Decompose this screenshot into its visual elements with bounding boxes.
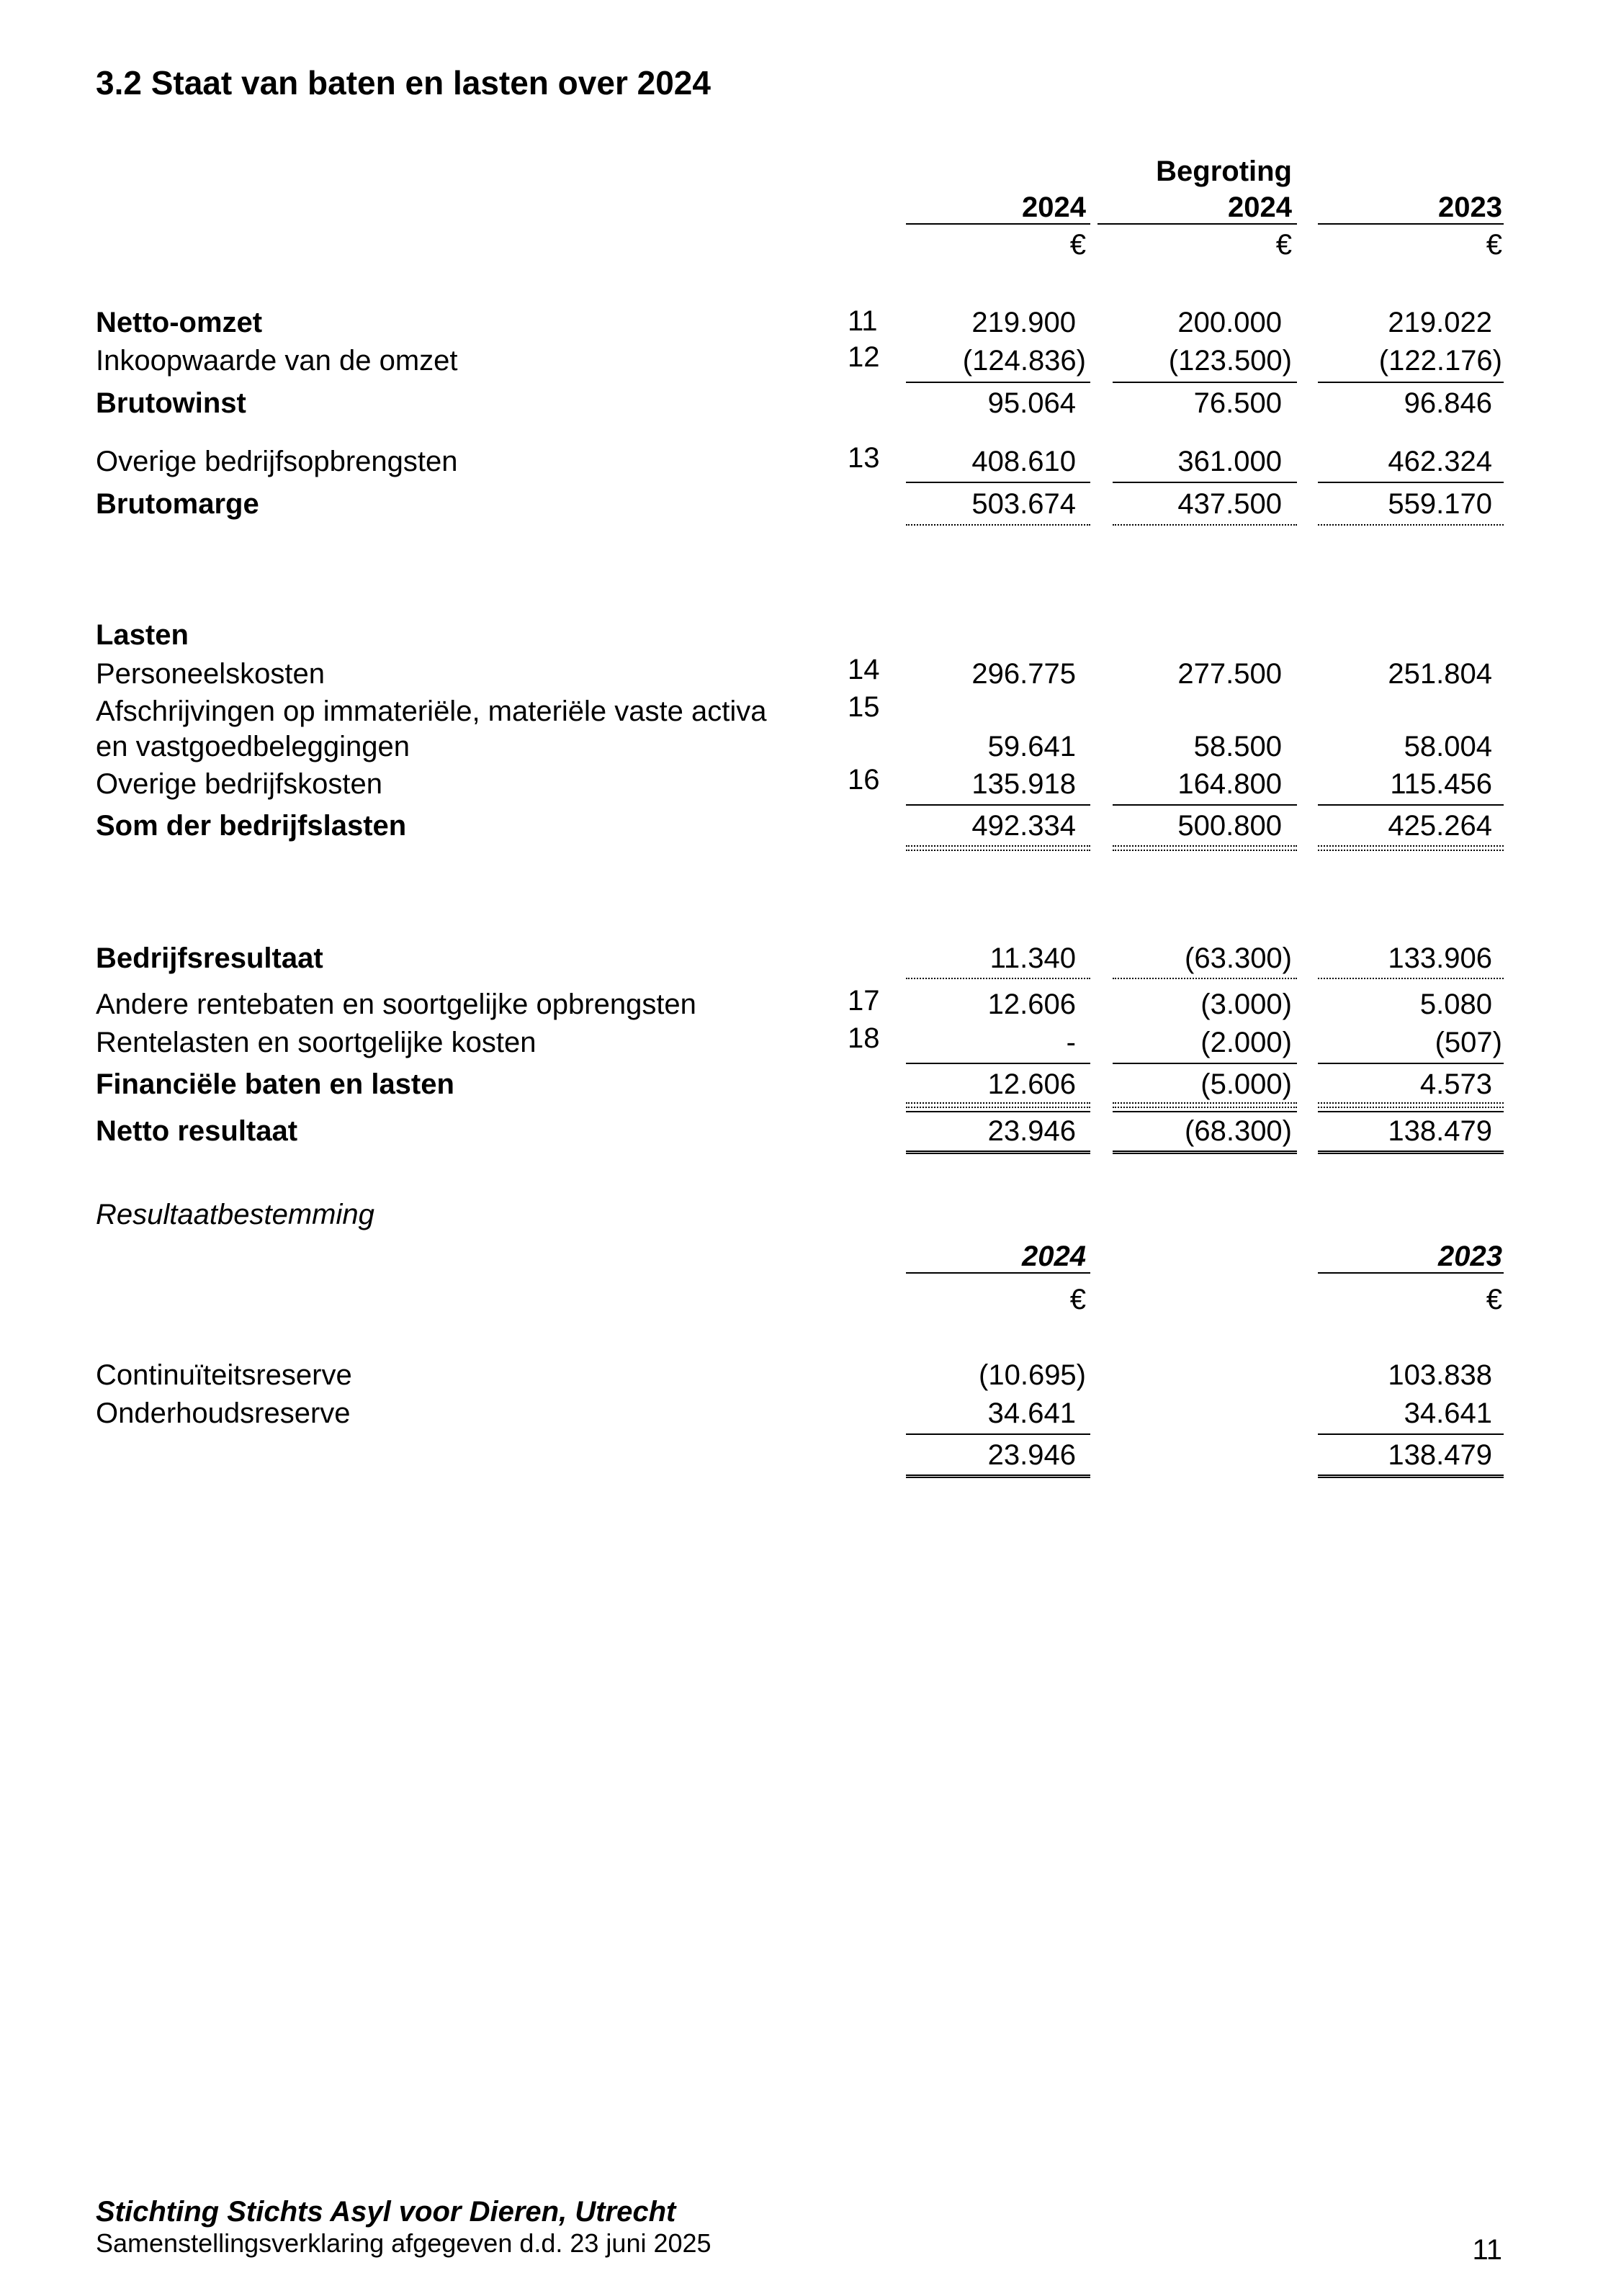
header-col-begroting-2024: 2024 bbox=[1228, 192, 1292, 223]
dotted-rule-bedrijfsresultaat-1 bbox=[906, 978, 1090, 979]
row-label-rentebaten: Andere rentebaten en soortgelijke opbrengsten bbox=[96, 989, 696, 1020]
currency-col-1: € bbox=[1069, 229, 1086, 261]
value-rentelasten-2024: - bbox=[1066, 1027, 1076, 1058]
note-ref-18: 18 bbox=[848, 1022, 880, 1054]
rule-brutowinst-2 bbox=[1113, 382, 1297, 383]
double-rule-netto-resultaat-1 bbox=[906, 1151, 1090, 1154]
rule-som-lasten-3 bbox=[1318, 804, 1504, 806]
row-label-financiele: Financiële baten en lasten bbox=[96, 1068, 454, 1100]
rule-resultaat-totaal-3 bbox=[1318, 1433, 1504, 1435]
dotted-rule-financiele-1a bbox=[906, 1102, 1090, 1104]
row-label-brutowinst: Brutowinst bbox=[96, 387, 246, 419]
note-ref-13: 13 bbox=[848, 442, 880, 474]
row-label-bedrijfsresultaat: Bedrijfsresultaat bbox=[96, 942, 323, 974]
value-brutomarge-2024: 503.674 bbox=[971, 488, 1076, 520]
row-label-onderhoudsreserve: Onderhoudsreserve bbox=[96, 1397, 351, 1429]
value-netto-resultaat-2023: 138.479 bbox=[1388, 1115, 1492, 1147]
header-col-2024: 2024 bbox=[1022, 192, 1086, 223]
dotted-rule-financiele-3b bbox=[1318, 1107, 1504, 1108]
value-som-lasten-2023: 425.264 bbox=[1388, 810, 1492, 842]
row-label-continuiteitsreserve: Continuïteitsreserve bbox=[96, 1359, 352, 1391]
value-brutowinst-begroting: 76.500 bbox=[1193, 387, 1282, 419]
double-rule-resultaat-totaal-3 bbox=[1318, 1475, 1504, 1478]
value-brutomarge-begroting: 437.500 bbox=[1177, 488, 1282, 520]
dotted-rule-som-lasten-3b bbox=[1318, 850, 1504, 851]
row-label-som-lasten: Som der bedrijfslasten bbox=[96, 810, 407, 842]
double-rule-netto-resultaat-2 bbox=[1113, 1151, 1297, 1154]
value-netto-resultaat-2024: 23.946 bbox=[987, 1115, 1076, 1147]
dotted-rule-bedrijfsresultaat-2 bbox=[1113, 978, 1297, 979]
dotted-rule-financiele-1b bbox=[906, 1107, 1090, 1108]
note-ref-12: 12 bbox=[848, 341, 880, 373]
value-rentebaten-2024: 12.606 bbox=[987, 989, 1076, 1020]
note-ref-11: 11 bbox=[848, 305, 878, 337]
row-label-personeelskosten: Personeelskosten bbox=[96, 658, 325, 690]
value-overige-kosten-begroting: 164.800 bbox=[1177, 768, 1282, 800]
footer-organisation: Stichting Stichts Asyl voor Dieren, Utrecht bbox=[96, 2196, 676, 2228]
dotted-rule-som-lasten-2a bbox=[1113, 845, 1297, 847]
footer-subtitle: Samenstellingsverklaring afgegeven d.d. 23 juni 2025 bbox=[96, 2228, 712, 2258]
value-continuiteitsreserve-2023: 103.838 bbox=[1388, 1359, 1492, 1391]
value-personeelskosten-2024: 296.775 bbox=[971, 658, 1076, 690]
rule-financiele-2 bbox=[1113, 1063, 1297, 1064]
row-label-netto-omzet: Netto-omzet bbox=[96, 307, 263, 338]
value-financiele-2024: 12.606 bbox=[987, 1068, 1076, 1100]
rule-brutomarge-3 bbox=[1318, 482, 1504, 483]
value-personeelskosten-2023: 251.804 bbox=[1388, 658, 1492, 690]
page-title: 3.2 Staat van baten en lasten over 2024 bbox=[96, 64, 711, 102]
value-inkoopwaarde-begroting: (123.500) bbox=[1168, 345, 1292, 377]
header-col-2023: 2023 bbox=[1438, 192, 1502, 223]
value-rentelasten-begroting: (2.000) bbox=[1200, 1027, 1292, 1058]
note-ref-15: 15 bbox=[848, 691, 880, 723]
header-rule-1 bbox=[906, 223, 1090, 225]
dotted-rule-financiele-2a bbox=[1113, 1102, 1297, 1104]
row-label-overige-opbrengsten: Overige bedrijfsopbrengsten bbox=[96, 446, 458, 477]
value-bedrijfsresultaat-2023: 133.906 bbox=[1388, 942, 1492, 974]
value-financiele-2023: 4.573 bbox=[1419, 1068, 1492, 1100]
resultaat-header-rule-3 bbox=[1318, 1272, 1504, 1274]
dotted-rule-brutomarge-1 bbox=[906, 524, 1090, 526]
rule-financiele-1 bbox=[906, 1063, 1090, 1064]
rule-som-lasten-1 bbox=[906, 804, 1090, 806]
value-rentelasten-2023: (507) bbox=[1435, 1027, 1502, 1058]
row-label-inkoopwaarde: Inkoopwaarde van de omzet bbox=[96, 345, 458, 377]
value-overige-kosten-2023: 115.456 bbox=[1390, 768, 1492, 800]
dotted-rule-brutomarge-3 bbox=[1318, 524, 1504, 526]
rule-brutowinst-3 bbox=[1318, 382, 1504, 383]
value-som-lasten-begroting: 500.800 bbox=[1177, 810, 1282, 842]
rule-brutomarge-2 bbox=[1113, 482, 1297, 483]
rule-netto-resultaat-1 bbox=[906, 1111, 1090, 1112]
value-resultaat-totaal-2023: 138.479 bbox=[1388, 1439, 1492, 1471]
value-afschrijvingen-2023: 58.004 bbox=[1404, 731, 1492, 762]
dotted-rule-som-lasten-2b bbox=[1113, 850, 1297, 851]
dotted-rule-som-lasten-3a bbox=[1318, 845, 1504, 847]
value-rentebaten-2023: 5.080 bbox=[1419, 989, 1492, 1020]
row-label-afschrijvingen-line2: en vastgoedbeleggingen bbox=[96, 731, 410, 762]
value-financiele-begroting: (5.000) bbox=[1200, 1068, 1292, 1100]
page-number: 11 bbox=[1472, 2234, 1502, 2266]
value-overige-opbrengsten-begroting: 361.000 bbox=[1177, 446, 1282, 477]
rule-som-lasten-2 bbox=[1113, 804, 1297, 806]
value-inkoopwaarde-2024: (124.836) bbox=[962, 345, 1086, 377]
value-bedrijfsresultaat-2024: 11.340 bbox=[989, 942, 1076, 974]
value-personeelskosten-begroting: 277.500 bbox=[1177, 658, 1282, 690]
value-overige-kosten-2024: 135.918 bbox=[971, 768, 1076, 800]
dotted-rule-financiele-2b bbox=[1113, 1107, 1297, 1108]
value-brutowinst-2023: 96.846 bbox=[1404, 387, 1492, 419]
rule-brutomarge-1 bbox=[906, 482, 1090, 483]
row-label-afschrijvingen-line1: Afschrijvingen op immateriële, materiële vaste activa bbox=[96, 695, 767, 727]
value-brutowinst-2024: 95.064 bbox=[987, 387, 1076, 419]
resultaat-header-2024: 2024 bbox=[1022, 1241, 1086, 1272]
dotted-rule-bedrijfsresultaat-3 bbox=[1318, 978, 1504, 979]
resultaat-header-2023: 2023 bbox=[1438, 1241, 1502, 1272]
header-begroting-label: Begroting bbox=[1156, 156, 1292, 187]
rule-netto-resultaat-3 bbox=[1318, 1111, 1504, 1112]
value-netto-omzet-2024: 219.900 bbox=[971, 307, 1076, 338]
row-label-brutomarge: Brutomarge bbox=[96, 488, 259, 520]
currency-col-2: € bbox=[1275, 229, 1292, 261]
section-heading-lasten: Lasten bbox=[96, 619, 189, 651]
value-inkoopwaarde-2023: (122.176) bbox=[1378, 345, 1502, 377]
rule-resultaat-totaal-1 bbox=[906, 1433, 1090, 1435]
value-afschrijvingen-2024: 59.641 bbox=[987, 731, 1076, 762]
value-rentebaten-begroting: (3.000) bbox=[1200, 989, 1292, 1020]
value-netto-omzet-2023: 219.022 bbox=[1388, 307, 1492, 338]
value-netto-omzet-begroting: 200.000 bbox=[1177, 307, 1282, 338]
rule-financiele-3 bbox=[1318, 1063, 1504, 1064]
value-resultaat-totaal-2024: 23.946 bbox=[987, 1439, 1076, 1471]
value-netto-resultaat-begroting: (68.300) bbox=[1185, 1115, 1292, 1147]
rule-netto-resultaat-2 bbox=[1113, 1111, 1297, 1112]
section-heading-resultaatbestemming: Resultaatbestemming bbox=[96, 1199, 374, 1230]
resultaat-currency-3: € bbox=[1486, 1284, 1502, 1315]
resultaat-header-rule-1 bbox=[906, 1272, 1090, 1274]
rule-brutowinst-1 bbox=[906, 382, 1090, 383]
note-ref-14: 14 bbox=[848, 654, 880, 685]
value-overige-opbrengsten-2023: 462.324 bbox=[1388, 446, 1492, 477]
note-ref-17: 17 bbox=[848, 985, 880, 1017]
value-overige-opbrengsten-2024: 408.610 bbox=[971, 446, 1076, 477]
value-brutomarge-2023: 559.170 bbox=[1388, 488, 1492, 520]
row-label-netto-resultaat: Netto resultaat bbox=[96, 1115, 298, 1147]
dotted-rule-som-lasten-1a bbox=[906, 845, 1090, 847]
value-afschrijvingen-begroting: 58.500 bbox=[1193, 731, 1282, 762]
resultaat-currency-1: € bbox=[1069, 1284, 1086, 1315]
row-label-overige-kosten: Overige bedrijfskosten bbox=[96, 768, 382, 800]
header-rule-3 bbox=[1318, 223, 1504, 225]
value-onderhoudsreserve-2024: 34.641 bbox=[987, 1397, 1076, 1429]
value-som-lasten-2024: 492.334 bbox=[971, 810, 1076, 842]
note-ref-16: 16 bbox=[848, 764, 880, 796]
value-bedrijfsresultaat-begroting: (63.300) bbox=[1185, 942, 1292, 974]
row-label-rentelasten: Rentelasten en soortgelijke kosten bbox=[96, 1027, 537, 1058]
double-rule-resultaat-totaal-1 bbox=[906, 1475, 1090, 1478]
double-rule-netto-resultaat-3 bbox=[1318, 1151, 1504, 1154]
currency-col-3: € bbox=[1486, 229, 1502, 261]
dotted-rule-brutomarge-2 bbox=[1113, 524, 1297, 526]
header-rule-2 bbox=[1097, 223, 1297, 225]
value-onderhoudsreserve-2023: 34.641 bbox=[1404, 1397, 1492, 1429]
dotted-rule-financiele-3a bbox=[1318, 1102, 1504, 1104]
value-continuiteitsreserve-2024: (10.695) bbox=[979, 1359, 1086, 1391]
dotted-rule-som-lasten-1b bbox=[906, 850, 1090, 851]
